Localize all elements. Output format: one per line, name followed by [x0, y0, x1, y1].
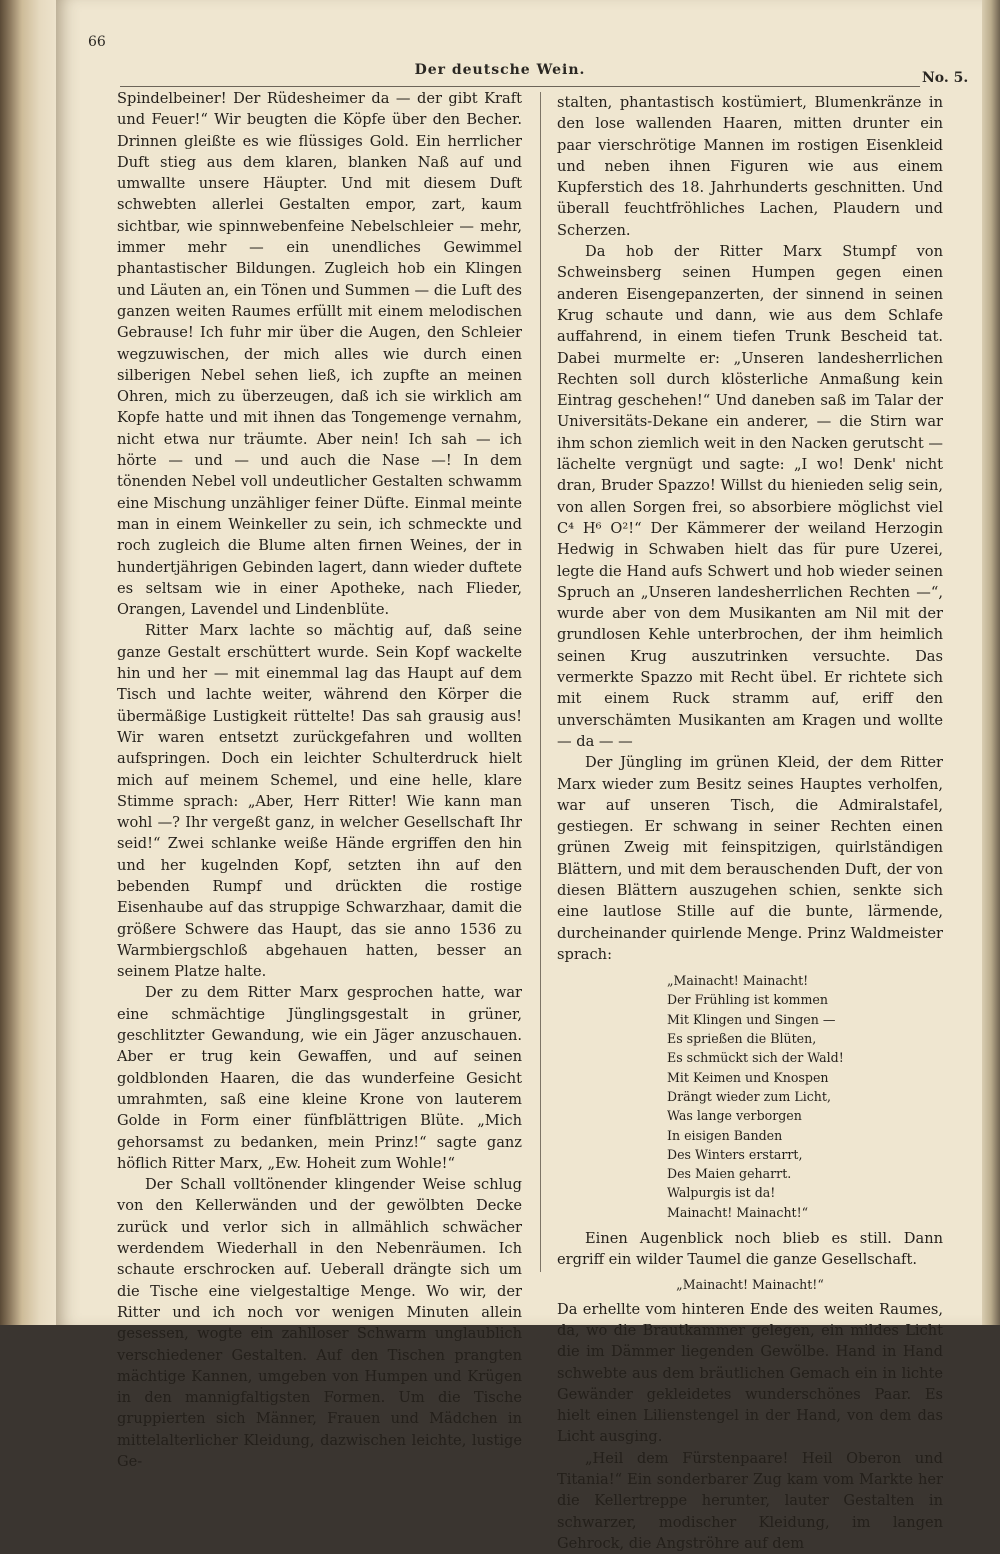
page-number: 66	[88, 34, 106, 50]
poem-line: Mit Klingen und Singen —	[667, 1011, 836, 1027]
book-spine-left	[0, 0, 60, 1325]
paragraph: Der zu dem Ritter Marx gesprochen hatte, war eine schmächtige Jünglingsgestalt in grüner, geschlitzter Gewandung, wie ein Jäger anzuschauen. Aber er trug kein Gewaffen, und auf seinen goldblonden Haaren, die das wunderfeine Gesicht umrahmten, saß eine kleine Krone von lauterem Golde in Form einer fünfblättrigen Blüte. „Mich gehorsamst zu bedanken, mein Prinz!“ sagte ganz höflich Ritter Marx, „Ew. Hoheit zum Wohle!“	[117, 984, 522, 1172]
paragraph: Ritter Marx lachte so mächtig auf, daß seine ganze Gestalt erschüttert wurde. Sein Kopf wackelte hin und her — mit einemmal lag das Haupt auf dem Tisch und lachte weiter, während den Körper die übermäßige Lustigkeit rüttelte! Das sah grausig aus! Wir waren entsetzt zurückgefahren und wollten aufspringen. Doch ein leichter Schulterdruck hielt mich auf meinem Schemel, und eine helle, klare Stimme sprach: „Aber, Herr Ritter! Wie kann man wohl —? Ihr vergeßt ganz, in welcher Gesellschaft Ihr seid!“ Zwei schlanke weiße Hände ergriffen den hin und her kugelnden Kopf, setzten ihn auf den bebenden Rumpf und drückten die rostige Eisenhaube auf das struppige Schwarzhaar, damit die größere Schwere das Haupt, das sie anno 1536 zu Warmbiergschloß abgehauen hatten, besser an seinem Platze halte.	[117, 622, 522, 981]
poem-line: Walpurgis ist da!	[667, 1185, 776, 1201]
poem-line: Es schmückt sich der Wald!	[667, 1050, 844, 1066]
paragraph: Da hob der Ritter Marx Stumpf von Schweinsberg seinen Humpen gegen einen anderen Eisengepanzerten, der sinnend in seinen Krug schaute und dann, wie aus dem Schlafe auffahrend, in einem tiefen Trunk Bescheid tat. Dabei murmelte er: „Unseren landesherrlichen Rechten soll durch klösterliche Anmaßung kein Eintrag geschehen!“ Und daneben saß im Talar der Universitäts-Dekane ein anderer, — die Stirn war ihm schon ziemlich weit in den Nacken gerutscht — lächelte vergnügt und sagte: „I wo! Denk' nicht dran, Bruder Spazzo! Willst du hienieden selig sein, von allen Sorgen frei, so absorbiere möglichst viel C⁴ H⁶ O²!“ Der Kämmerer der weiland Herzogin Hedwig in Schwaben hielt das für pure Uzerei, legte die Hand aufs Schwert und hob wieder seinen Spruch an „Unseren landesherrlichen Rechten —“, wurde aber von dem Musikanten am Nil mit der grundlosen Kehle unterbrochen, der ihm heimlich seinen Krug auszutrinken versuchte. Das vermerkte Spazzo mit Recht übel. Er richtete sich mit einem Ruck stramm auf, eriff den unverschämten Musikanten am Kragen und wollte — da — —	[557, 243, 943, 750]
paragraph: Einen Augenblick noch blieb es still. Dann ergriff ein wilder Taumel die ganze Gesellschaft.	[557, 1230, 943, 1269]
header-rule	[120, 86, 920, 87]
poem-line: Es sprießen die Blüten,	[667, 1031, 817, 1047]
poem	[667, 971, 943, 1222]
poem-line: Drängt wieder zum Licht,	[667, 1088, 831, 1104]
paragraph: „Heil dem Fürstenpaare! Heil Oberon und Titania!“ Ein sonderbarer Zug kam vom Markte her die Kellertreppe herunter, lauter Gestalten in schwarzer, modischer Kleidung, im langen Gehrock, die Angströhre auf dem	[557, 1449, 943, 1552]
poem-line: In eisigen Banden	[667, 1127, 783, 1143]
poem-line: Des Maien geharrt.	[667, 1166, 792, 1182]
poem-line: Der Frühling ist kommen	[667, 992, 829, 1008]
running-title: Der deutsche Wein.	[414, 62, 586, 78]
poem-line: Mit Keimen und Knospen	[667, 1069, 829, 1085]
column-divider	[540, 92, 541, 1272]
poem-line: Was lange verborgen	[667, 1108, 802, 1124]
page-edge-right	[982, 0, 1000, 1325]
cheer-line: „Mainacht! Mainacht!“	[676, 1276, 824, 1292]
poem-line: Des Winters erstarrt,	[667, 1146, 803, 1162]
paragraph: Spindelbeiner! Der Rüdesheimer da — der gibt Kraft und Feuer!“ Wir beugten die Köpfe über den Becher. Drinnen gleißte es wie flüssiges Gold. Ein herrlicher Duft stieg aus dem klaren, blanken Naß auf und umwallte unsere Häupter. Und mit diesem Duft schwebten allerlei Gestalten empor, zart, kaum sichtbar, wie spinnwebenfeine Nebelschleier — mehr, immer mehr — ein unendliches Gewimmel phantastischer Bildungen. Zugleich hob ein Klingen und Läuten an, ein Tönen und Summen — die Luft des ganzen weiten Raumes erfüllt mit einem melodischen Gebrause! Ich fuhr mir über die Augen, den Schleier wegzuwischen, der mich alles wie durch einen silberigen Nebel sehen ließ, ich zupfte an meinen Ohren, mich zu überzeugen, daß ich sie wirklich am Kopfe hatte und mit ihnen das Tongemenge vernahm, nicht etwa nur träumte. Aber nein! Ich sah — ich hörte — und — und auch die Nase —! In dem tönenden Nebel voll undeutlicher Gestalten schwamm eine Mischung unzähliger feiner Düfte. Einmal meinte man in einem Weinkeller zu sein, ich schmeckte und roch zugleich die Blume alten firnen Weines, der in hundertjährigen Gebinden lagert, dann wieder duftete es seltsam wie in einer Apotheke, nach Flieder, Orangen, Lavendel und Lindenblüte.	[117, 90, 522, 619]
paragraph: Der Jüngling im grünen Kleid, der dem Ritter Marx wieder zum Besitz seines Hauptes verholfen, war auf unseren Tisch, die Admiralstafel, gestiegen. Er schwang in seiner Rechten einen grünen Zweig mit feinspitzigen, quirlständigen Blättern, und mit dem berauschenden Duft, der von diesen Blättern auszugehen schien, senkte sich eine lautlose Stille auf die bunte, lärmende, durcheinander quirlende Menge. Prinz Waldmeister sprach:	[557, 754, 943, 963]
issue-number: No. 5.	[922, 70, 969, 86]
paragraph: Da erhellte vom hinteren Ende des weiten Raumes, da, wo die Brautkammer gelegen, ein mildes Licht die im Dämmer liegenden Gewölbe. Hand in Hand schwebte aus dem bräutlichen Gemach ein in lichte Gewänder gekleidetes wunderschönes Paar. Es hielt einen Lilienstengel in der Hand, von dem das Licht ausging.	[557, 1300, 943, 1446]
poem-line: Mainacht! Mainacht!“	[667, 1204, 809, 1220]
poem-line: „Mainacht! Mainacht!	[667, 973, 809, 989]
paragraph: Der Schall volltönender klingender Weise schlug von den Kellerwänden und der gewölbten Decke zurück und verlor sich in allmählich schwächer werdendem Wiederhall in den Nebenräumen. Ich schaute erschrocken auf. Ueberall drängte sich um die Tische eine vielgestaltige Menge. Wo wir, der Ritter und ich noch vor wenigen Minuten allein gesessen, wogte ein zahlloser Schwarm unglaublich verschiedener Gestalten. Auf den Tischen prangten mächtige Kannen, umgeben von Humpen und Krügen in den mannigfaltigsten Formen. Um die Tische gruppierten sich Männer, Frauen und Mädchen in mittelalterlicher Kleidung, dazwischen leichte, lustige Ge-	[117, 1176, 522, 1470]
paragraph: stalten, phantastisch kostümiert, Blumenkränze in den lose wallenden Haaren, mitten drunter ein paar vierschrötige Mannen im rostigen Eisenkleid und neben ihnen Figuren wie aus einem Kupferstich des 18. Jahrhunderts geschnitten. Und überall feuchtfröhliches Lachen, Plaudern und Scherzen.	[557, 94, 943, 239]
left-column	[117, 88, 522, 1470]
right-column	[557, 92, 943, 1552]
